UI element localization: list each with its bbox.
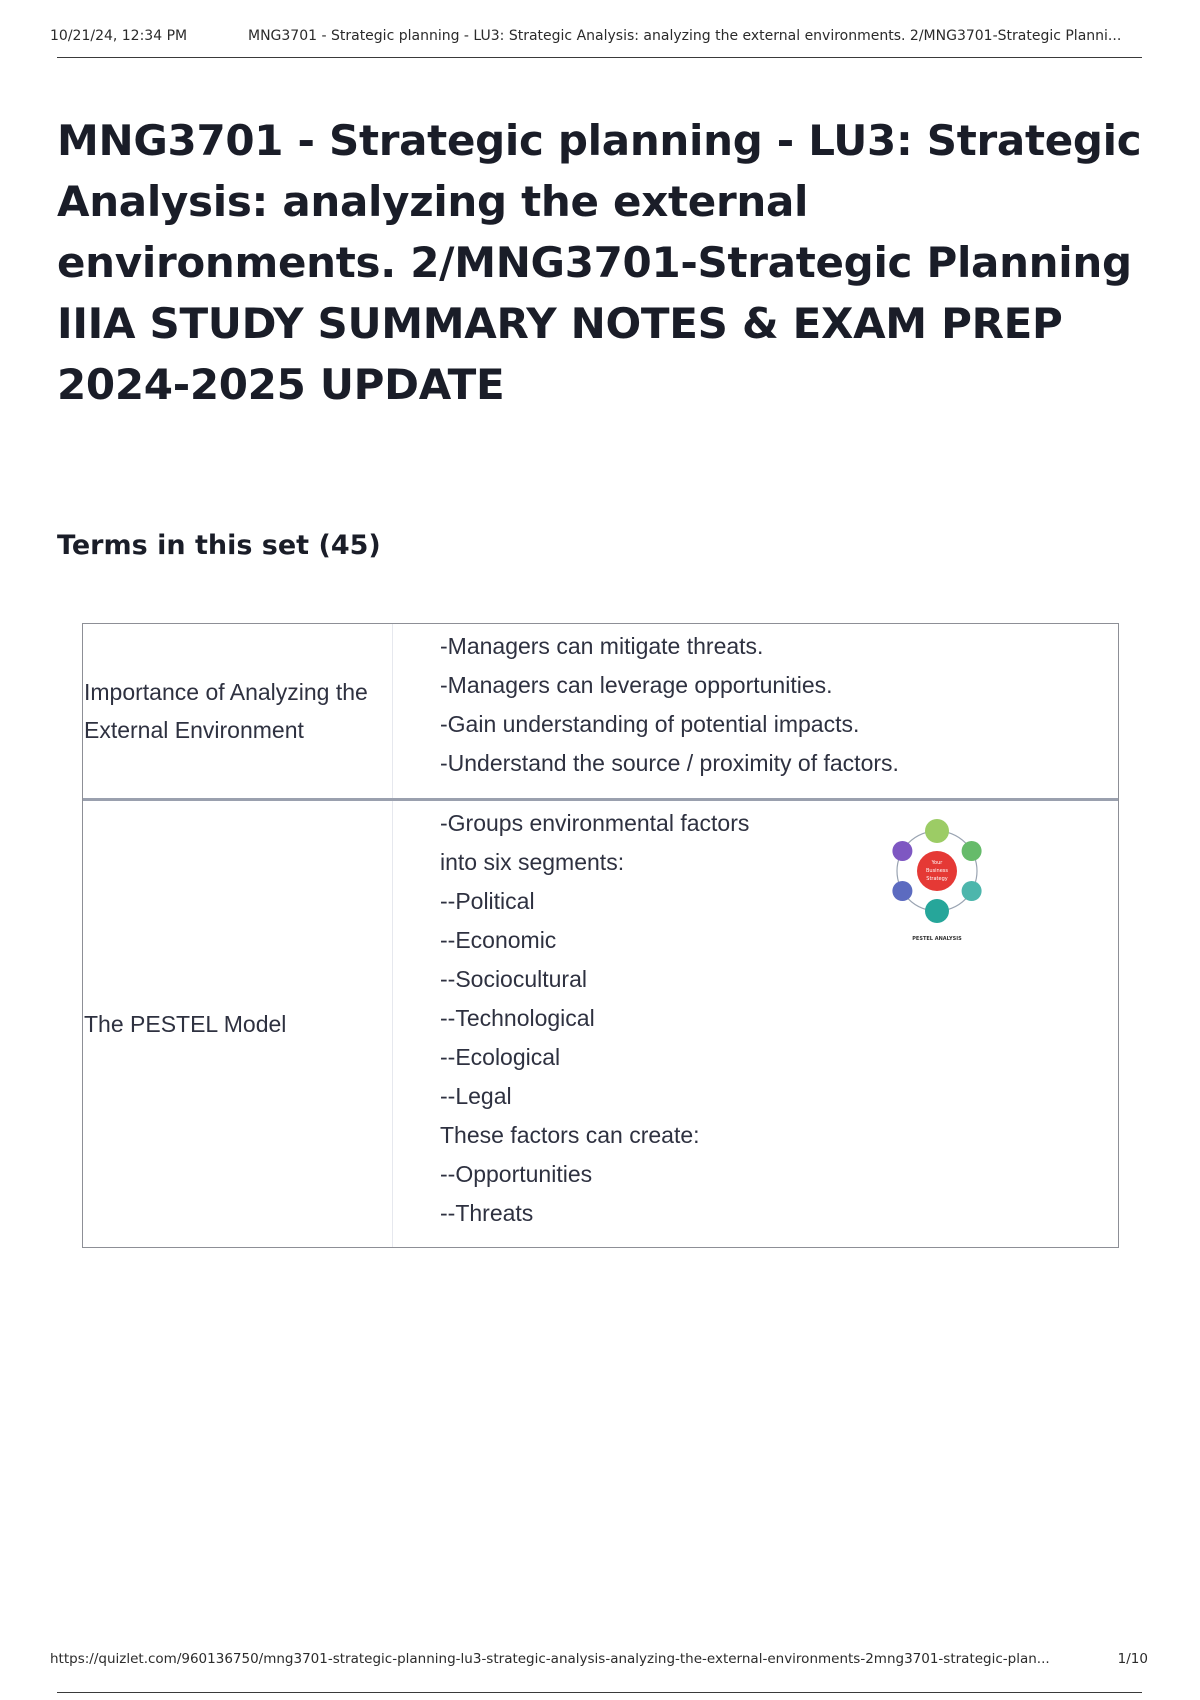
definition-line: These factors can create: <box>440 1122 700 1148</box>
definition-line: -Understand the source / proximity of factors. <box>440 750 899 776</box>
definition-line: --Political <box>440 888 535 914</box>
pestel-center-label: Business <box>925 868 949 874</box>
term-cell <box>83 801 393 1247</box>
page-title: MNG3701 - Strategic planning - LU3: Strategic Analysis: analyzing the external environments. 2/MNG3701-Strategic Planning IIIA STUDY SUMMARY NOTES & EXAM PREP 2024-2025 UPDATE <box>57 116 1142 409</box>
pestel-segment-node <box>925 899 949 923</box>
term-cell <box>83 624 393 798</box>
definition-line: --Opportunities <box>440 1161 593 1187</box>
definition-line: --Technological <box>440 1005 595 1031</box>
definition-line: --Ecological <box>440 1044 561 1070</box>
definition-line: into six segments: <box>440 849 625 875</box>
pestel-diagram-image <box>848 805 1026 955</box>
definition-line: -Groups environmental factors <box>440 810 750 836</box>
pestel-diagram-icon <box>848 805 1026 955</box>
pestel-center-label: Your <box>931 860 943 866</box>
definition-line: --Sociocultural <box>440 966 587 992</box>
term-row <box>83 798 1118 1247</box>
definition-line: --Threats <box>440 1200 534 1226</box>
definition-cell <box>393 801 1118 1247</box>
footer-rule <box>57 1692 1142 1693</box>
pestel-segment-node <box>925 819 949 843</box>
page-number: 1/10 <box>1117 1651 1148 1667</box>
definition-line: -Managers can mitigate threats. <box>440 633 764 659</box>
definition-line: --Economic <box>440 927 557 953</box>
terms-heading: Terms in this set (45) <box>57 530 381 561</box>
print-header-title: MNG3701 - Strategic planning - LU3: Strategic Analysis: analyzing the external environments. 2/MNG3701-Strategic Planni... <box>248 28 1122 44</box>
definition-line: -Gain understanding of potential impacts. <box>440 711 860 737</box>
pestel-segment-node <box>962 881 982 901</box>
pestel-caption: PESTEL ANALYSIS <box>912 936 962 942</box>
definition-line: -Managers can leverage opportunities. <box>440 672 833 698</box>
pestel-center-label: Strategy <box>926 876 948 882</box>
footer-url: https://quizlet.com/960136750/mng3701-strategic-planning-lu3-strategic-analysis-analyzing-the-external-environments-2mng3701-strategic-plan... <box>50 1651 1050 1667</box>
definition-cell <box>393 624 1118 798</box>
term-text: The PESTEL Model <box>84 1011 287 1037</box>
pestel-segment-node <box>892 881 912 901</box>
term-row <box>83 624 1118 798</box>
pestel-segment-node <box>962 841 982 861</box>
print-footer <box>50 1651 1150 1667</box>
print-datetime: 10/21/24, 12:34 PM <box>50 28 188 44</box>
print-header <box>50 28 1145 44</box>
term-text: Importance of Analyzing the External Environment <box>84 679 368 743</box>
pestel-segment-node <box>892 841 912 861</box>
definition-line: --Legal <box>440 1083 512 1109</box>
header-rule <box>57 57 1142 58</box>
terms-table <box>82 623 1119 1248</box>
